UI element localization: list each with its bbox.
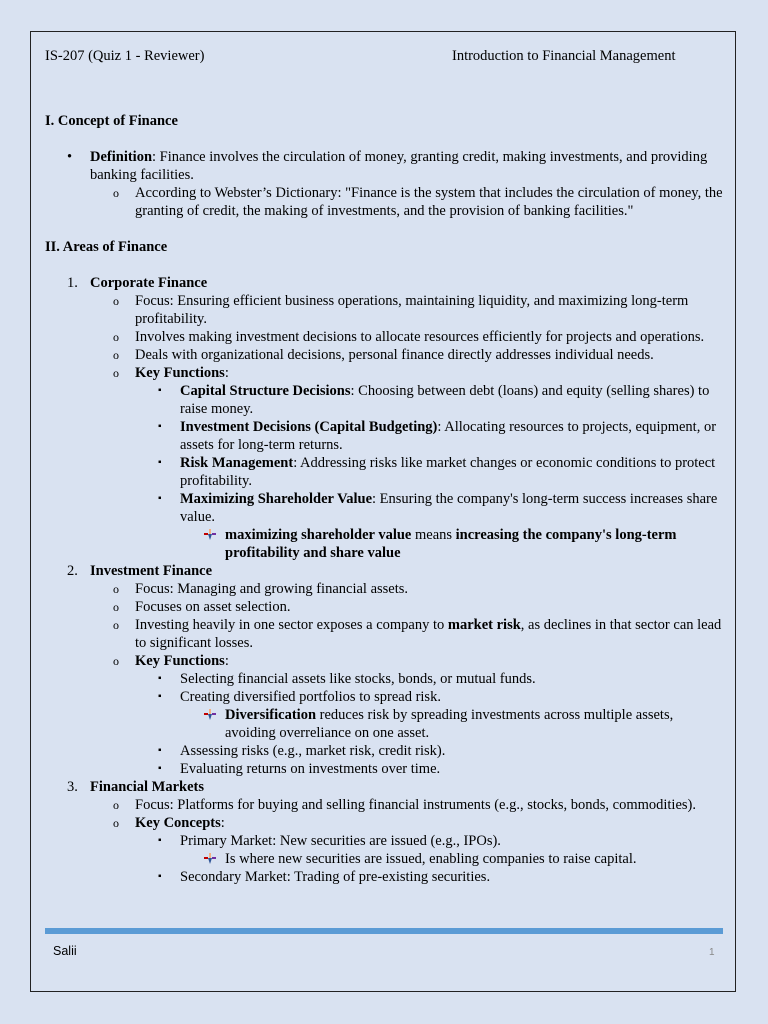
section-heading: II. Areas of Finance <box>45 239 168 255</box>
list-item <box>45 706 725 742</box>
list-text: Primary Market: New securities are issued (e.g., IPOs). <box>180 833 501 849</box>
list-item <box>45 328 725 346</box>
list-item <box>45 652 725 670</box>
list-item <box>45 868 725 886</box>
list-item <box>45 274 725 292</box>
list-item <box>45 346 725 364</box>
list-item <box>45 364 725 382</box>
list-item <box>45 454 725 490</box>
subsection-title: Financial Markets <box>90 779 204 795</box>
note-text: reduces risk by spreading investments across multiple assets, avoiding overreliance on one asset. <box>225 707 674 741</box>
list-number: 2. <box>67 563 78 579</box>
page-number: 1 <box>709 947 715 958</box>
square-marker: ▪ <box>158 457 162 468</box>
list-item <box>45 418 725 454</box>
list-text: Investing heavily in one sector exposes a company to <box>135 617 448 633</box>
document-body <box>45 112 725 886</box>
list-text: Focus: Ensuring efficient business operations, maintaining liquidity, and maximizing long-term profitability. <box>135 293 689 327</box>
list-text: Assessing risks (e.g., market risk, credit risk). <box>180 743 446 759</box>
list-item <box>45 562 725 580</box>
function-text: : Choosing between debt (loans) and equity (selling shares) to raise money. <box>180 383 710 417</box>
function-term: Risk Management <box>180 455 294 471</box>
key-concepts-label: Key Concepts <box>135 815 221 831</box>
circle-marker: o <box>113 186 119 200</box>
circle-marker: o <box>113 618 119 632</box>
square-marker: ▪ <box>158 745 162 756</box>
list-item <box>45 490 725 526</box>
function-term: Investment Decisions (Capital Budgeting) <box>180 419 438 435</box>
key-functions-label: Key Functions <box>135 365 225 381</box>
document-page <box>30 31 736 992</box>
square-marker: ▪ <box>158 493 162 504</box>
subsection-title: Investment Finance <box>90 563 213 579</box>
footer-divider <box>45 928 723 934</box>
header-title: Introduction to Financial Management <box>452 48 676 64</box>
list-text: Involves making investment decisions to allocate resources efficiently for projects and operations. <box>135 329 705 345</box>
list-item <box>45 580 725 598</box>
square-marker: ▪ <box>158 691 162 702</box>
colon: : <box>224 653 229 669</box>
function-text: : Allocating resources to projects, equipment, or assets for long-term returns. <box>180 419 717 453</box>
list-text: Selecting financial assets like stocks, bonds, or mutual funds. <box>180 671 536 687</box>
square-marker: ▪ <box>158 835 162 846</box>
list-item <box>45 526 725 562</box>
list-item <box>45 742 725 760</box>
note-text: Is where new securities are issued, enabling companies to raise capital. <box>225 851 637 867</box>
circle-marker: o <box>113 654 119 668</box>
list-number: 3. <box>67 779 78 795</box>
square-marker: ▪ <box>158 673 162 684</box>
circle-marker: o <box>113 366 119 380</box>
list-item <box>45 796 725 814</box>
list-text: Secondary Market: Trading of pre-existing securities. <box>180 869 491 885</box>
note-emphasis: increasing the company's long-term profitability and share value <box>225 527 677 561</box>
circle-marker: o <box>113 816 119 830</box>
webster-quote: According to Webster’s Dictionary: "Finance is the system that includes the circulation of money, the granting of credit, the making of investments, and the provision of banking facilities." <box>135 185 723 219</box>
footer-author: Salii <box>53 944 77 958</box>
function-term: Capital Structure Decisions <box>180 383 351 399</box>
market-risk-term: market risk <box>447 617 521 633</box>
list-item <box>45 760 725 778</box>
arrow-down-icon <box>203 528 217 547</box>
list-item <box>45 850 725 868</box>
definition-term: Definition <box>90 149 153 165</box>
function-text: : Ensuring the company's long-term success increases share value. <box>180 491 718 525</box>
square-marker: ▪ <box>158 385 162 396</box>
circle-marker: o <box>113 600 119 614</box>
list-item <box>45 832 725 850</box>
list-item <box>45 382 725 418</box>
arrow-down-icon <box>203 708 217 727</box>
bullet-marker: • <box>67 149 73 165</box>
list-item <box>45 778 725 796</box>
list-item <box>45 148 725 184</box>
list-item <box>45 688 725 706</box>
square-marker: ▪ <box>158 421 162 432</box>
circle-marker: o <box>113 582 119 596</box>
key-functions-label: Key Functions <box>135 653 225 669</box>
note-term: maximizing shareholder value <box>225 527 412 543</box>
list-text: Creating diversified portfolios to spread risk. <box>180 689 441 705</box>
list-text: , as declines in that sector can lead to significant losses. <box>135 617 722 651</box>
note-text: means <box>411 527 456 543</box>
function-term: Maximizing Shareholder Value <box>180 491 373 507</box>
square-marker: ▪ <box>158 763 162 774</box>
diversification-term: Diversification <box>225 707 317 723</box>
list-number: 1. <box>67 275 78 291</box>
list-text: Focuses on asset selection. <box>135 599 291 615</box>
list-text: Deals with organizational decisions, personal finance directly addresses individual needs. <box>135 347 654 363</box>
colon: : <box>224 365 229 381</box>
list-item <box>45 598 725 616</box>
list-text: Focus: Managing and growing financial assets. <box>135 581 409 597</box>
header-course: IS-207 (Quiz 1 - Reviewer) <box>45 48 205 64</box>
circle-marker: o <box>113 294 119 308</box>
list-item <box>45 184 725 220</box>
list-text: Evaluating returns on investments over time. <box>180 761 441 777</box>
function-text: : Addressing risks like market changes or economic conditions to protect profitability. <box>180 455 716 489</box>
subsection-title: Corporate Finance <box>90 275 208 291</box>
circle-marker: o <box>113 348 119 362</box>
definition-text: : Finance involves the circulation of money, granting credit, making investments, and providing banking facilities. <box>90 149 708 183</box>
colon: : <box>220 815 225 831</box>
list-item <box>45 292 725 328</box>
section-heading: I. Concept of Finance <box>45 113 178 129</box>
list-item <box>45 616 725 652</box>
list-item <box>45 670 725 688</box>
square-marker: ▪ <box>158 871 162 882</box>
list-item <box>45 814 725 832</box>
circle-marker: o <box>113 798 119 812</box>
circle-marker: o <box>113 330 119 344</box>
list-text: Focus: Platforms for buying and selling financial instruments (e.g., stocks, bonds, commodities). <box>135 797 696 813</box>
